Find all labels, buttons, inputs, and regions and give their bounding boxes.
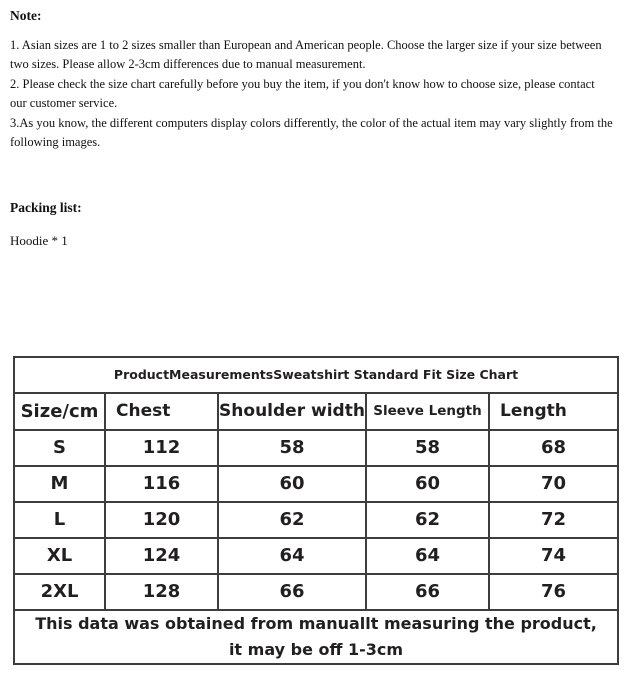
- packing-list-item: Hoodie * 1: [10, 233, 68, 248]
- note-item-2: 2. Please check the size chart carefully before you buy the item, if you don't know how to choose size, please contact our customer service.: [10, 76, 595, 110]
- column-header-chest: Chest: [105, 393, 218, 430]
- size-value: L: [14, 502, 105, 538]
- chest-value: 128: [105, 574, 218, 610]
- size-chart-footnote-row: [14, 610, 618, 664]
- column-header-sleeve-length: Sleeve Length: [366, 393, 489, 430]
- table-row-l: [14, 502, 618, 538]
- shoulder-width-value: 58: [218, 430, 366, 466]
- size-chart-title: ProductMeasurementsSweatshirt Standard Fit Size Chart: [14, 357, 618, 393]
- table-row-m: [14, 466, 618, 502]
- size-value: M: [14, 466, 105, 502]
- sleeve-length-value: 60: [366, 466, 489, 502]
- sleeve-length-value: 58: [366, 430, 489, 466]
- note-list: [10, 36, 614, 153]
- length-value: 76: [489, 574, 618, 610]
- size-chart-title-row: [14, 357, 618, 393]
- column-header-size-cm: Size/cm: [14, 393, 105, 430]
- shoulder-width-value: 62: [218, 502, 366, 538]
- size-chart-footnote: [14, 610, 618, 664]
- length-value: 72: [489, 502, 618, 538]
- column-header-length: Length: [489, 393, 618, 430]
- size-value: XL: [14, 538, 105, 574]
- footnote-line-1: This data was obtained from manuallt measuring the product,: [35, 613, 597, 633]
- shoulder-width-value: 66: [218, 574, 366, 610]
- length-value: 70: [489, 466, 618, 502]
- length-value: 68: [489, 430, 618, 466]
- table-row-2xl: [14, 574, 618, 610]
- table-row-s: [14, 430, 618, 466]
- shoulder-width-value: 60: [218, 466, 366, 502]
- size-chart-table: [13, 356, 619, 665]
- length-value: 74: [489, 538, 618, 574]
- size-value: 2XL: [14, 574, 105, 610]
- size-value: S: [14, 430, 105, 466]
- chest-value: 120: [105, 502, 218, 538]
- chest-value: 124: [105, 538, 218, 574]
- footnote-line-2: it may be off 1-3cm: [228, 639, 404, 659]
- sleeve-length-value: 62: [366, 502, 489, 538]
- note-item-3: 3.As you know, the different computers display colors differently, the color of the actual item may vary slightly from the following images.: [10, 115, 613, 149]
- sleeve-length-value: 64: [366, 538, 489, 574]
- table-row-xl: [14, 538, 618, 574]
- packing-list-heading: Packing list:: [10, 199, 82, 215]
- chest-value: 112: [105, 430, 218, 466]
- note-heading: Note:: [10, 8, 42, 23]
- shoulder-width-value: 64: [218, 538, 366, 574]
- sleeve-length-value: 66: [366, 574, 489, 610]
- column-header-shoulder-width: Shoulder width: [218, 393, 366, 430]
- chest-value: 116: [105, 466, 218, 502]
- note-item-1: 1. Asian sizes are 1 to 2 sizes smaller than European and American people. Choose the larger size if your size between two sizes. Please allow 2-3cm differences due to manual measurement.: [10, 37, 602, 71]
- size-chart-header-row: [14, 393, 618, 430]
